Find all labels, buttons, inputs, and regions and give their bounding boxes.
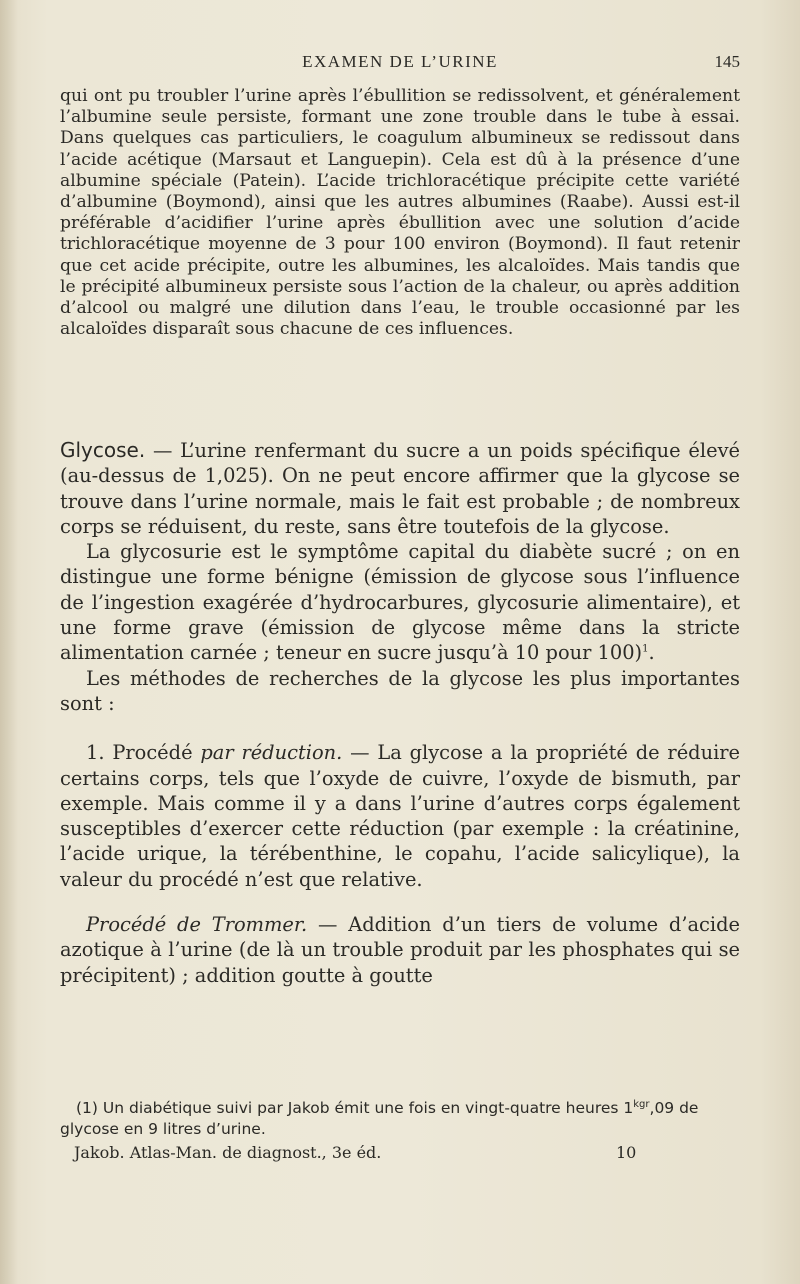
running-title: EXAMEN DE L’URINE bbox=[302, 52, 498, 71]
glycosurie-end: . bbox=[648, 641, 655, 665]
paragraph-text: qui ont pu troubler l’urine après l’ébullition se redissolvent, et généralement l’albumine seule persiste, formant une zone trouble dans le tube à essai. Dans quelques cas particuliers, le coagulum albumineux se redissout dans l’acide acétique (Marsaut et Languepin). Cela est dû à la présence d’une albumine spéciale (Patein). L’acide trichloracétique précipite cette variété d’albumine (Boymond), ainsi que les autres albumines (Raabe). Aussi est-il préférable d’acidifier l’urine après ébullition avec une solution d’acide trichloracétique moyenne de 3 pour 100 environ (Boymond). Il faut retenir que cet acide précipite, outre les albumines, les alcaloïdes. Mais tandis que le précipité albumineux persiste sous l’action de la chaleur, ou après addition d’alcool ou malgré une dilution dans l’eau, le trouble occasionné par les alcaloïdes disparaît sous chacune de ces influences. bbox=[60, 86, 740, 340]
page-spine-shadow bbox=[0, 0, 18, 1284]
running-header bbox=[60, 52, 740, 76]
reduction-label: par réduction. bbox=[200, 741, 343, 765]
spacer bbox=[60, 716, 740, 740]
paragraph-albumine bbox=[60, 86, 740, 340]
glycosurie-paragraph bbox=[60, 539, 740, 665]
glycose-paragraph bbox=[60, 438, 740, 539]
reduction-paragraph bbox=[60, 740, 740, 892]
reduction-text: — La glycose a la propriété de réduire certains corps, tels que l’oxyde de cuivre, l’oxyde de bismuth, par exemple. Mais comme il y a dans l’urine d’autres corps également susceptibles d’exercer cette réduction (par exemple : la créatinine, l’acide urique, la térébenthine, le copahu, l’acide salicylique), la valeur du procédé n’est que relative. bbox=[60, 741, 741, 891]
footnote-ref[interactable]: 1 bbox=[642, 643, 649, 655]
footnote-text-end: ,09 de glycose en 9 litres d’urine. bbox=[60, 1099, 699, 1138]
signature-citation: Jakob. Atlas-Man. de diagnost., 3e éd. bbox=[74, 1143, 382, 1162]
footnote-text: Un diabétique suivi par Jakob émit une fois en vingt-quatre heures 1 bbox=[97, 1099, 634, 1117]
glycosurie-text: La glycosurie est le symptôme capital du diabète sucré ; on en distingue une forme bénigne (émission de glycose sous l’influence de l’ingestion exagérée d’hydrocarbures, glycosurie alimentaire), et une forme grave (émission de glycose même dans la stricte alimentation carnée ; teneur en sucre jusqu’à 10 pour 100) bbox=[60, 540, 740, 665]
spacer bbox=[60, 892, 740, 912]
page-number: 145 bbox=[714, 52, 740, 71]
section-glycose bbox=[60, 438, 740, 988]
footnote bbox=[60, 1098, 740, 1140]
trommer-paragraph bbox=[60, 912, 740, 988]
signature-number: 10 bbox=[616, 1143, 637, 1162]
footnote-unit: kgr bbox=[633, 1098, 650, 1110]
glycose-text: — L’urine renfermant du sucre a un poids spécifique élevé (au-dessus de 1,025). On ne peut encore affirmer que la glycose se trouve dans l’urine normale, mais le fait est probable ; de nombreux corps se réduisent, du reste, sans être toutefois de la glycose. bbox=[60, 439, 740, 538]
trommer-label: Procédé de Trommer. bbox=[86, 913, 308, 937]
footnote-marker: (1) bbox=[76, 1099, 98, 1117]
section-heading: Glycose. bbox=[60, 438, 146, 462]
printer-signature bbox=[60, 1142, 740, 1168]
methodes-paragraph: Les méthodes de recherches de la glycose les plus importantes sont : bbox=[60, 666, 740, 715]
reduction-num: 1. Procédé bbox=[86, 741, 201, 765]
footnote-block bbox=[60, 1098, 740, 1168]
trommer-text: — Addition d’un tiers de volume d’acide azotique à l’urine (de là un trouble produit par les phosphates qui se précipitent) ; addition goutte à goutte bbox=[60, 913, 741, 987]
